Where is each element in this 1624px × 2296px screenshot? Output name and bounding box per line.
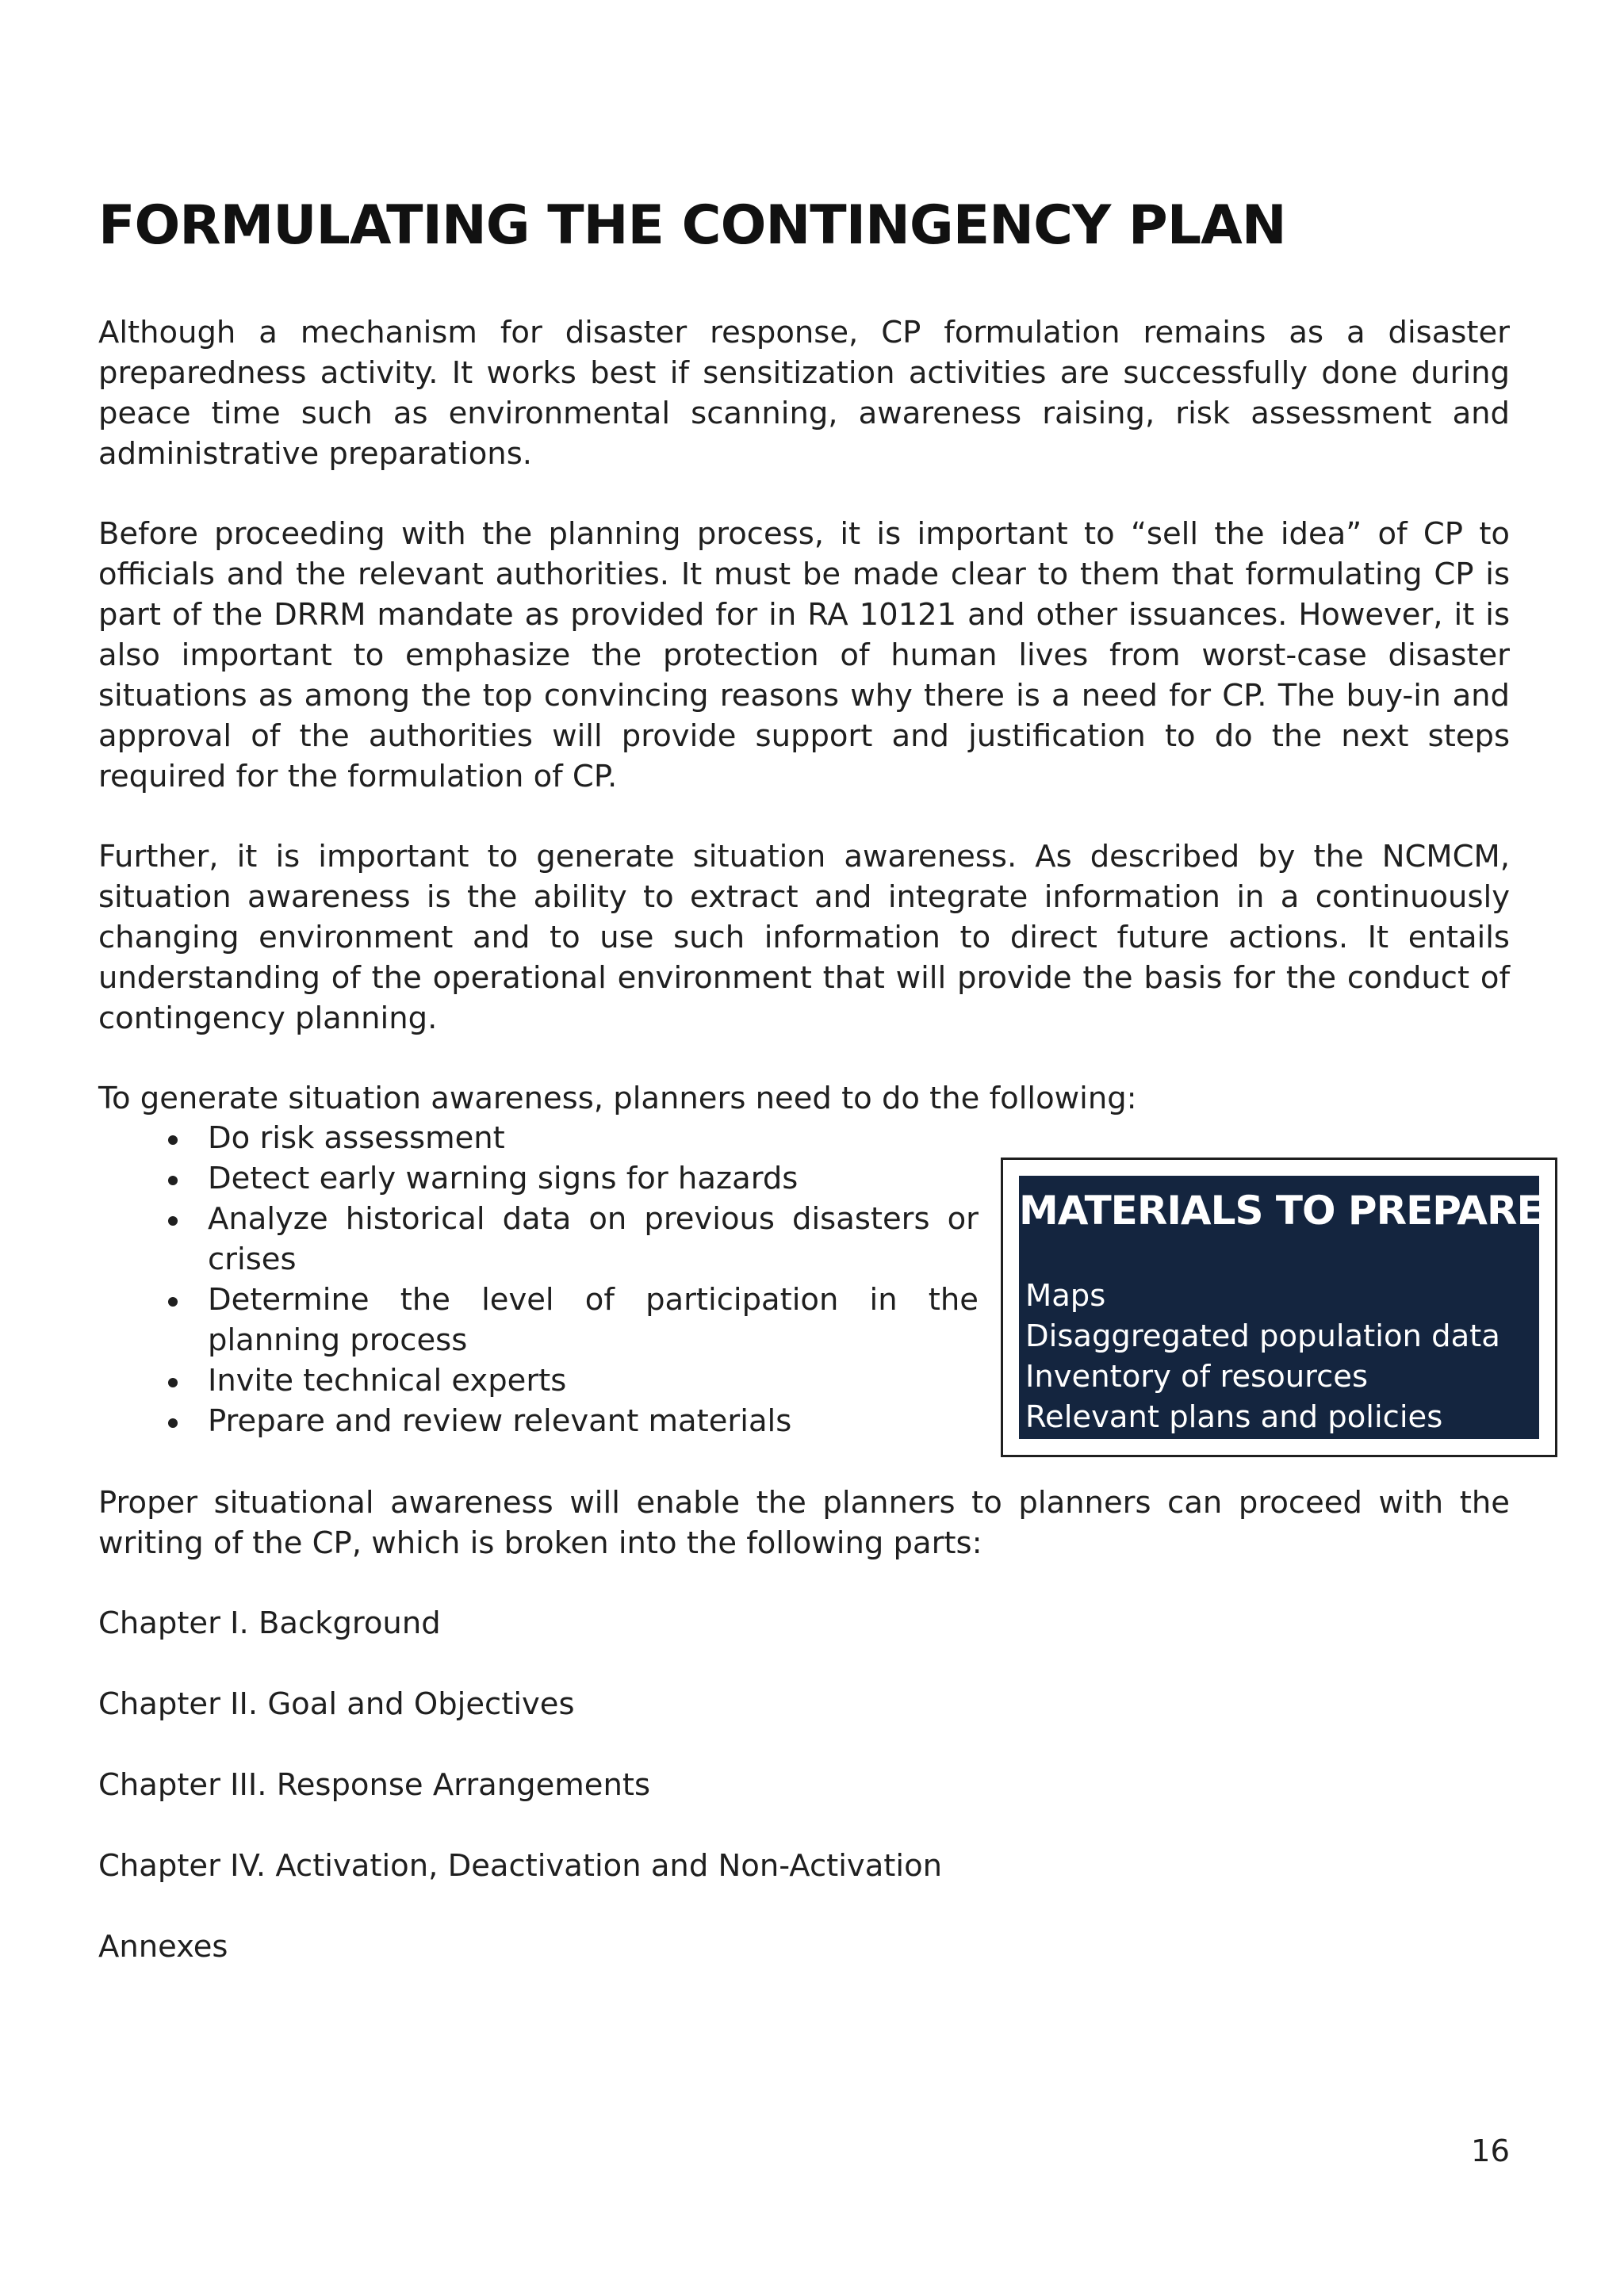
part-chapter-4: Chapter IV. Activation, Deactivation and Non-Activation <box>98 1848 943 1884</box>
awareness-steps-list <box>98 1118 979 1441</box>
materials-item: Inventory of resources <box>1025 1359 1369 1395</box>
list-item: Invite technical experts <box>98 1360 979 1401</box>
list-item: Do risk assessment <box>98 1118 979 1158</box>
bullet-icon <box>168 1297 178 1307</box>
materials-item: Maps <box>1025 1278 1106 1314</box>
materials-sidebar-panel <box>1019 1176 1543 1439</box>
part-chapter-2: Chapter II. Goal and Objectives <box>98 1686 575 1722</box>
part-chapter-3: Chapter III. Response Arrangements <box>98 1767 651 1803</box>
part-annexes: Annexes <box>98 1929 228 1965</box>
paragraph-closing: Proper situational awareness will enable the planners to planners can proceed with the writing of the CP, which is broken into the following parts: <box>98 1485 1510 1561</box>
list-item: Detect early warning signs for hazards <box>98 1158 979 1199</box>
bullet-icon <box>168 1176 178 1185</box>
bullet-icon <box>168 1418 178 1428</box>
paragraph-intro: Although a mechanism for disaster response, CP formulation remains as a disaster preparedness activity. It works best if sensitization activities are successfully done during peace time such as environmental scanning, awareness raising, risk assessment and administrative preparations. <box>98 315 1510 472</box>
materials-sidebar-box <box>1001 1158 1557 1457</box>
part-chapter-1: Chapter I. Background <box>98 1605 441 1641</box>
list-item: Analyze historical data on previous disasters or crises <box>98 1199 979 1280</box>
materials-item: Disaggregated population data <box>1025 1318 1500 1354</box>
page-title: FORMULATING THE CONTINGENCY PLAN <box>98 194 1286 257</box>
list-intro: To generate situation awareness, planners need to do the following: <box>98 1081 1137 1116</box>
page-number: 16 <box>1471 2133 1510 2169</box>
materials-list <box>1025 1276 1500 1437</box>
list-item: Prepare and review relevant materials <box>98 1401 979 1441</box>
paragraph-situation-awareness: Further, it is important to generate situation awareness. As described by the NCMCM, situation awareness is the ability to extract and integrate information in a continuously changing environment and to use such information to direct future actions. It entails understanding of the operational environment that will provide the basis for the conduct of contingency planning. <box>98 839 1510 1036</box>
bullet-icon <box>168 1216 178 1226</box>
list-item: Determine the level of participation in the planning process <box>98 1280 979 1360</box>
bullet-icon <box>168 1378 178 1387</box>
paragraph-sell-idea: Before proceeding with the planning process, it is important to “sell the idea” of CP to officials and the relevant authorities. It must be made clear to them that formulating CP is part of the DRRM mandate as provided for in RA 10121 and other issuances. However, it is also important to emphasize the protection of human lives from worst-case disaster situations as among the top convincing reasons why there is a need for CP. The buy-in and approval of the authorities will provide support and justification to do the next steps required for the formulation of CP. <box>98 516 1510 794</box>
materials-item: Relevant plans and policies <box>1025 1399 1443 1435</box>
materials-sidebar-title: MATERIALS TO PREPARE <box>1019 1188 1543 1234</box>
bullet-icon <box>168 1135 178 1145</box>
